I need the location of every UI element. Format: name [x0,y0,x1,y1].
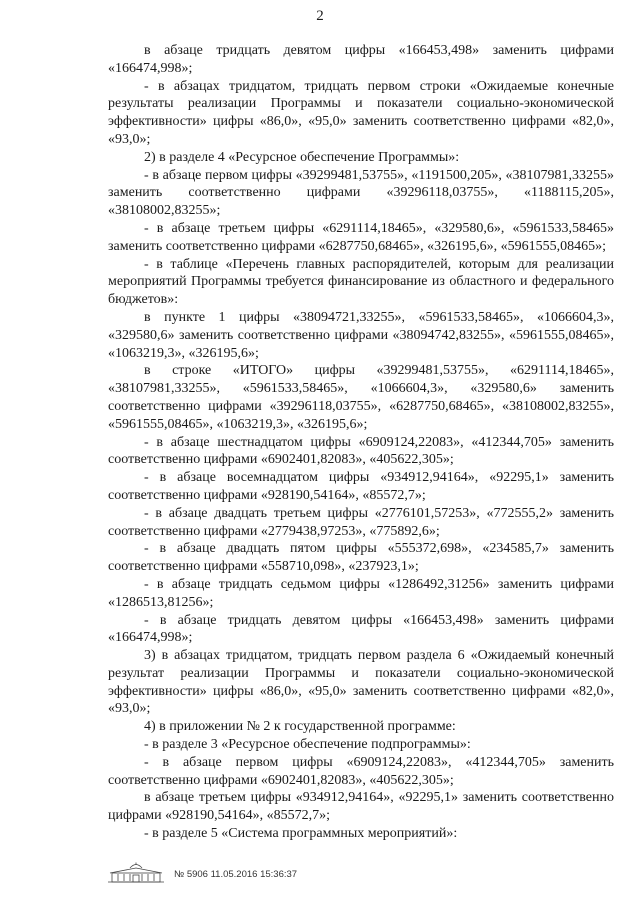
paragraph: - в абзаце первом цифры «39299481,53755», «1191500,205», «38107981,33255» заменить соответственно цифрами «39296118,03755», «1188115,205», «38108002,83255»; [108,167,614,219]
paragraph: в строке «ИТОГО» цифры «39299481,53755», «6291114,18465», «38107981,33255», «5961533,58465», «1066604,3», «329580,6» заменить соответственно цифрами «39296118,03755», «6287750,68465», «38108002,83255», «5961555,08465», «1063219,3», «326195,6»; [108,363,614,432]
paragraph: в абзаце тридцать девятом цифры «166453,498» заменить цифрами «166474,998»; [108,43,614,76]
government-building-seal-icon [106,862,166,884]
paragraph: в абзаце третьем цифры «934912,94164», «92295,1» заменить соответственно цифрами «928190,54164», «85572,7»; [108,790,614,824]
paragraph: 3) в абзацах тридцатом, тридцать первом раздела 6 «Ожидаемый конечный результат реализации Программы и показатели социально-экономической эффективности» цифры «86,0», «95,0» заменить соответственно цифрами «82,0», «93,0»; [108,648,614,717]
paragraph: - в абзаце первом цифры «6909124,22083», «412344,705» заменить соответственно цифрами «6902401,82083», «405622,305»; [108,754,614,788]
paragraph: - в абзаце третьем цифры «6291114,18465», «329580,6», «5961533,58465» заменить соответственно цифрами «6287750,68465», «326195,6», «5961555,08465»; [108,220,614,254]
document-body [108,42,614,843]
paragraph: - в разделе 5 «Система программных мероприятий»: [144,826,458,842]
document-footer [106,862,297,884]
paragraph: - в абзаце двадцать пятом цифры «555372,698», «234585,7» заменить соответственно цифрами «558710,098», «237923,1»; [108,541,614,575]
paragraph: - в абзацах тридцатом, тридцать первом строки «Ожидаемые конечные результаты реализации Программы и показатели социально-экономической эффективности» цифры «86,0», «95,0» заменить соответственно цифрами «82,0», «93,0»; [108,78,614,147]
paragraph: 2) в разделе 4 «Ресурсное обеспечение Программы»: [144,149,460,165]
paragraph: - в абзаце шестнадцатом цифры «6909124,22083», «412344,705» заменить соответственно цифрами «6902401,82083», «405622,305»; [108,434,614,468]
registration-stamp: № 5906 11.05.2016 15:36:37 [174,869,298,880]
paragraph: - в таблице «Перечень главных распорядителей, которым для реализации мероприятий Программы требуется финансирование из областного и федерального бюджетов»: [108,256,614,308]
paragraph: - в абзаце тридцать седьмом цифры «1286492,31256» заменить цифрами «1286513,81256»; [108,576,614,610]
paragraph: в пункте 1 цифры «38094721,33255», «5961533,58465», «1066604,3», «329580,6» заменить соответственно цифрами «38094742,83255», «5961555,08465», «1063219,3», «326195,6»; [108,309,614,361]
paragraph: - в разделе 3 «Ресурсное обеспечение подпрограммы»: [144,737,471,753]
page-number: 2 [316,8,324,24]
paragraph: - в абзаце восемнадцатом цифры «934912,94164», «92295,1» заменить соответственно цифрами «928190,54164», «85572,7»; [108,470,614,503]
paragraph: - в абзаце тридцать девятом цифры «166453,498» заменить цифрами «166474,998»; [108,612,614,646]
paragraph: - в абзаце двадцать третьем цифры «2776101,57253», «772555,2» заменить соответственно цифрами «2779438,97253», «775892,6»; [108,505,614,539]
paragraph: 4) в приложении № 2 к государственной программе: [144,719,456,735]
